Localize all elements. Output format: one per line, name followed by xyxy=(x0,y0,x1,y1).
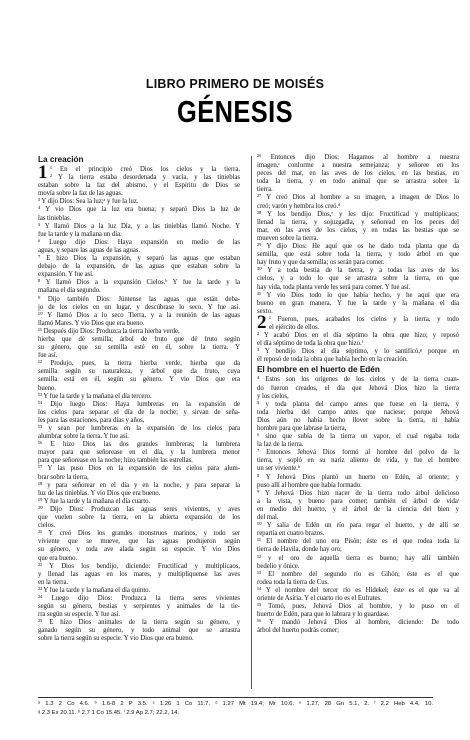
text-line: alumbrar sobre la tierra. Y fue así. xyxy=(38,433,129,441)
text-line: jo de los cielos en un lugar, y descúbrase lo seco. Y fue así. xyxy=(38,303,240,311)
text-line: creó; varón y hembra los creó.ᵈ xyxy=(257,202,341,210)
text-line: ² Y acabó Dios en el día séptimo la obra que hizo; y reposó xyxy=(257,332,459,340)
left-column xyxy=(38,154,240,691)
text-line: toda la tierra, y en todo animal que se arrastra sobre la xyxy=(257,178,459,186)
text-line: fue así. xyxy=(38,352,58,360)
text-line: ⁷ Entonces Jehová Dios formó al hombre del polvo de la xyxy=(257,449,459,457)
book-title: GÉNESIS xyxy=(177,94,293,129)
text-line: ³¹ Y vio Dios todo lo que había hecho, y he aquí que era xyxy=(257,291,459,299)
text-line: semilla está en él, según su género. Y vio Dios que era xyxy=(38,376,240,384)
text-line: ²⁵ E hizo Dios animales de la tierra según su género, y xyxy=(38,619,240,627)
text-line: bedelio y ónice. xyxy=(257,562,300,570)
text-line: ⁵ y toda planta del campo antes que fuese en la tierra, y xyxy=(257,400,459,408)
text-line: ²⁹ Y dijo Dios: He aquí que os he dado toda planta que da xyxy=(257,243,459,251)
text-line: tierra, y sopló en su nariz aliento de vida, y fue el hombre xyxy=(257,457,459,465)
text-line: ¹⁵ y sean por lumbreras en la expansión de los cielos para xyxy=(38,425,240,432)
text-line: ¹⁰ Y salía de Edén un río para regar el huerto, y de allí se xyxy=(257,522,459,530)
text-line: sobre la tierra según su especie. Y vio Dios que era bueno. xyxy=(38,635,194,643)
text-line: les para las estaciones, para días y años, xyxy=(38,416,145,424)
section-heading: La creación xyxy=(38,155,84,164)
text-line: peces del mar, en las aves de los cielos, en las bestias, en xyxy=(257,170,459,178)
text-line: hay fruto y que da semilla; os serán para comer. xyxy=(257,259,385,267)
text-line: en medio del huerto, y el árbol de la ciencia del bien y xyxy=(257,505,459,513)
text-line: rra según su especie. Y fue así. xyxy=(38,611,121,619)
text-line: ¹⁴ Dijo luego Dios: Haya lumbreras en la expansión de xyxy=(38,400,240,408)
footnote-rule xyxy=(38,697,433,698)
text-line: su género, y toda ave alada según su especie. Y vio Dios xyxy=(38,546,240,554)
chapter-number: 2 xyxy=(257,311,267,333)
text-line: la faz de la tierra. xyxy=(257,441,304,449)
text-line: ¹³ El nombre del segundo río es Gihón; éste es el que xyxy=(257,570,459,578)
text-line: cielos, y a todo lo que se arrastra sobre la tierra, en que xyxy=(257,275,459,283)
text-line: ⁹ Dijo también Dios: Júntense las aguas que están deba- xyxy=(38,295,240,303)
text-line: ¹² Produjo, pues, la tierra hierba verde, hierba que da xyxy=(38,360,240,368)
text-line: ¹¹ El nombre del uno era Pisón; éste es el que rodea toda la xyxy=(257,538,459,546)
text-line: ¹⁴ Y el nombre del tercer río es Hidekel; éste es el que va al xyxy=(257,586,459,594)
text-line: luz de las tinieblas. Y vio Dios que era bueno. xyxy=(38,489,161,497)
text-line: según su género, bestias y serpientes y animales de la tie- xyxy=(38,603,240,611)
text-line: sexto. xyxy=(257,307,273,315)
text-line: oriente de Asiria. Y el cuarto río es el Éufrates. xyxy=(257,594,382,602)
text-line: el día séptimo de toda la obra que hizo.ᶠ xyxy=(257,340,364,348)
text-line: huerto de Edén, para que lo labrara y lo guardase. xyxy=(257,611,390,619)
text-line: ²⁸ Y los bendijo Dios,ᵉ y les dijo: Fructificad y multiplicaos; xyxy=(257,210,459,218)
footnotes xyxy=(38,700,433,718)
text-line: ²⁰ Dijo Dios: Produzcan las aguas seres vivientes, y aves xyxy=(38,505,240,513)
text-line: ⁵ Y llamó Dios a la luz Día, y a las tinieblas llamó Noche. Y xyxy=(38,222,240,230)
text-line: ²⁴ Luego dijo Dios: Produzca la tierra seres vivientes xyxy=(38,594,240,602)
text-line: ¹⁶ Y mandó Jehová Dios al hombre, diciendo: De todo xyxy=(257,619,459,627)
text-line: semilla, que está sobre toda la tierra, y todo árbol en que xyxy=(257,251,459,259)
text-line: expansión. Y fue así. xyxy=(38,271,94,279)
text-line: ⁸ Y Jehová Dios plantó un huerto en Edén, al oriente; y xyxy=(257,473,459,481)
book-subtitle: LIBRO PRIMERO DE MOISÉS xyxy=(145,77,325,91)
text-line: tierra de Havila, donde hay oro; xyxy=(257,546,342,554)
chapter-start xyxy=(38,162,240,183)
text-line: las tinieblas. xyxy=(38,214,72,222)
text-line: ²² Y Dios los bendijo, diciendo: Fructificad y multiplicaos, xyxy=(38,562,240,570)
text-line: aguas, y separe las aguas de las aguas. xyxy=(38,246,141,254)
text-line: mañana el día segundo. xyxy=(38,287,101,295)
text-line: llamó Mares. Y vio Dios que era bueno. xyxy=(38,319,145,327)
text-line: ²⁷ Y creó Dios al hombre a su imagen, a imagen de Dios lo xyxy=(257,194,459,202)
text-line: ²⁶ Entonces dijo Dios: Hagamos al hombre a nuestra xyxy=(257,154,459,161)
text-line: imagen,ᶜ conforme a nuestra semejanza; y señoree en los xyxy=(257,162,459,170)
text-line: que era bueno. xyxy=(38,554,78,562)
text-line: debajo de la expansión, de las aguas que estaban sobre la xyxy=(38,263,240,271)
text-line: ² Y la tierra estaba desordenada y vacía, y las tinieblas xyxy=(50,174,240,182)
text-line: que vuelen sobre la tierra, en la abierta expansión de los xyxy=(38,514,240,522)
text-line: el ejército de ellos. xyxy=(269,323,320,331)
text-line: bueno en gran manera. Y fue la tarde y la mañana el día xyxy=(257,299,459,307)
text-line: ¹ Fueron, pues, acabados los cielos y la tierra, y todo xyxy=(269,315,459,323)
text-line: un ser viviente.ʰ xyxy=(257,465,301,473)
text-line: hombre para que labrase la tierra, xyxy=(257,425,347,432)
text-line: ganado según su género, y todo animal que se arrastra xyxy=(38,627,240,635)
text-line: ¹⁷ Y las puso Dios en la expansión de los cielos para alum- xyxy=(38,465,240,473)
text-line: ¹⁸ y para señorear en el día y en la noche, y para separar la xyxy=(38,481,240,489)
text-line: árbol del huerto podrás comer; xyxy=(257,627,339,635)
text-line: toda hierba del campo antes que naciese; porque Jehová xyxy=(257,408,459,416)
text-line: puso allí al hombre que había formado. xyxy=(257,481,362,489)
text-line: ¹³ Y fue la tarde y la mañana el día tercero. xyxy=(38,392,152,400)
text-line: ¹¹ Después dijo Dios: Produzca la tierra hierba verde, xyxy=(38,327,180,335)
footnote-line: ᵃ 1.3 2 Co 4.6. ᵇ 1.6-8 2 P 3.5. ᶜ 1.26 1 Co 11.7. ᵈ 1.27 Mt 19.4; Mr 10.6. ᵉ 1.27, 28 Gn 5.1, 2. ᶠ 2.2 Heb 4.4, 10. xyxy=(38,701,433,707)
footnote-line: ᵍ 2.3 Ex 20.11. ʰ 2.7 1 Co 15.45. ⁱ 2.9 Ap 2.7; 22.2, 14. xyxy=(38,710,180,716)
text-line: para que señorease en la noche; hizo también las estrellas. xyxy=(38,457,193,465)
text-line: mayor para que señorease en el día, y la lumbrera menor xyxy=(38,449,240,457)
text-line: ²¹ Y creó Dios los grandes monstruos marinos, y todo ser xyxy=(38,530,240,538)
text-line: mueven sobre la tierra. xyxy=(257,234,319,242)
text-line: ¹⁶ E hizo Dios las dos grandes lumbreras; la lumbrera xyxy=(38,441,240,449)
section-heading: El hombre en el huerto de Edén xyxy=(257,365,380,375)
column-divider xyxy=(251,156,252,689)
text-line: ¹⁵ Tomó, pues, Jehová Dios al hombre, y lo puso en el xyxy=(257,603,459,611)
text-line: hierba que dé semilla; árbol de fruto que dé fruto según xyxy=(38,335,240,343)
text-line: tierra. xyxy=(257,186,273,194)
text-line: ⁶ Luego dijo Dios: Haya expansión en medio de las xyxy=(38,238,240,246)
text-line: ⁶ sino que subía de la tierra un vapor, el cual regaba toda xyxy=(257,433,459,441)
text-line: rodea toda la tierra de Cus. xyxy=(257,578,329,586)
text-line: movía sobre la faz de las aguas. xyxy=(38,190,123,198)
text-line: él reposó de toda la obra que había hecho en la creación. xyxy=(257,356,408,364)
text-line: los cielos para separar el día de la noche; y sirvan de seña- xyxy=(38,408,240,416)
text-line: mar, en las aves de los cielos, y en todas las bestias que se xyxy=(257,226,459,234)
text-line: hay vida, toda planta verde les será para comer. Y fue así. xyxy=(257,283,411,291)
text-line: do fueron creados, el día que Jehová Dios hizo la tierra xyxy=(257,384,459,392)
text-line: ³ Y bendijo Dios al día séptimo, y lo santificó,ᵍ porque en xyxy=(257,348,459,356)
text-line: ¹ En el principio creó Dios los cielos y la tierra. xyxy=(50,166,240,173)
text-line: ¹⁹ Y fue la tarde y la mañana el día cuarto. xyxy=(38,497,151,505)
right-column xyxy=(257,154,459,691)
text-line: llenad la tierra, y sojuzgadla, y señoread en los peces del xyxy=(257,218,459,226)
text-line: semilla según su naturaleza, y árbol que da fruto, cuya xyxy=(38,368,240,376)
text-line: ¹² y el oro de aquella tierra es bueno; hay allí también xyxy=(257,554,459,562)
text-line: ²³ Y fue la tarde y la mañana el día quinto. xyxy=(38,586,151,594)
text-line: ⁴ Y vio Dios que la luz era buena; y separó Dios la luz de xyxy=(38,206,240,214)
text-line: del mal. xyxy=(257,514,279,522)
text-line: brar sobre la tierra, xyxy=(38,473,89,481)
text-line: ⁷ E hizo Dios la expansión, y separó las aguas que estaban xyxy=(38,255,240,263)
text-line: y llenad las aguas en los mares, y multiplíquense las aves xyxy=(38,570,240,578)
text-line: repartía en cuatro brazos. xyxy=(257,530,325,538)
text-line: ¹⁰ Y llamó Dios a lo seco Tierra, y a la reunión de las aguas xyxy=(38,311,240,319)
text-line: bueno. xyxy=(38,384,57,392)
text-line: a la vista, y bueno para comer; también el árbol de vidaⁱ xyxy=(257,497,459,505)
text-line: ⁸ Y llamó Dios a la expansión Cielos.ᵇ Y fue la tarde y la xyxy=(38,279,240,287)
text-line: Dios aún no había hecho llover sobre la tierra, ni había xyxy=(257,416,459,424)
text-line: en la tierra. xyxy=(38,578,69,586)
text-line: y los cielos, xyxy=(257,392,289,400)
text-line: ³ Y dijo Dios: Sea la luz;ᵃ y fue la luz. xyxy=(38,198,139,206)
text-line: ⁴ Estos son los orígenes de los cielos y de la tierra cuan- xyxy=(257,376,459,384)
text-line: viviente que se mueve, que las aguas produjeron según xyxy=(38,538,240,546)
chapter-number: 1 xyxy=(38,162,48,183)
text-line: estaban sobre la faz del abismo, y el Espíritu de Dios se xyxy=(38,182,240,190)
text-line: su género, que su semilla esté en él, sobre la tierra. Y xyxy=(38,344,240,352)
text-line: cielos. xyxy=(38,522,56,530)
text-line: fue la tarde y la mañana un día. xyxy=(38,230,122,238)
text-line: ⁹ Y Jehová Dios hizo nacer de la tierra todo árbol delicioso xyxy=(257,489,459,497)
text-line: ³⁰ Y a toda bestia de la tierra, y a todas las aves de los xyxy=(257,267,459,275)
